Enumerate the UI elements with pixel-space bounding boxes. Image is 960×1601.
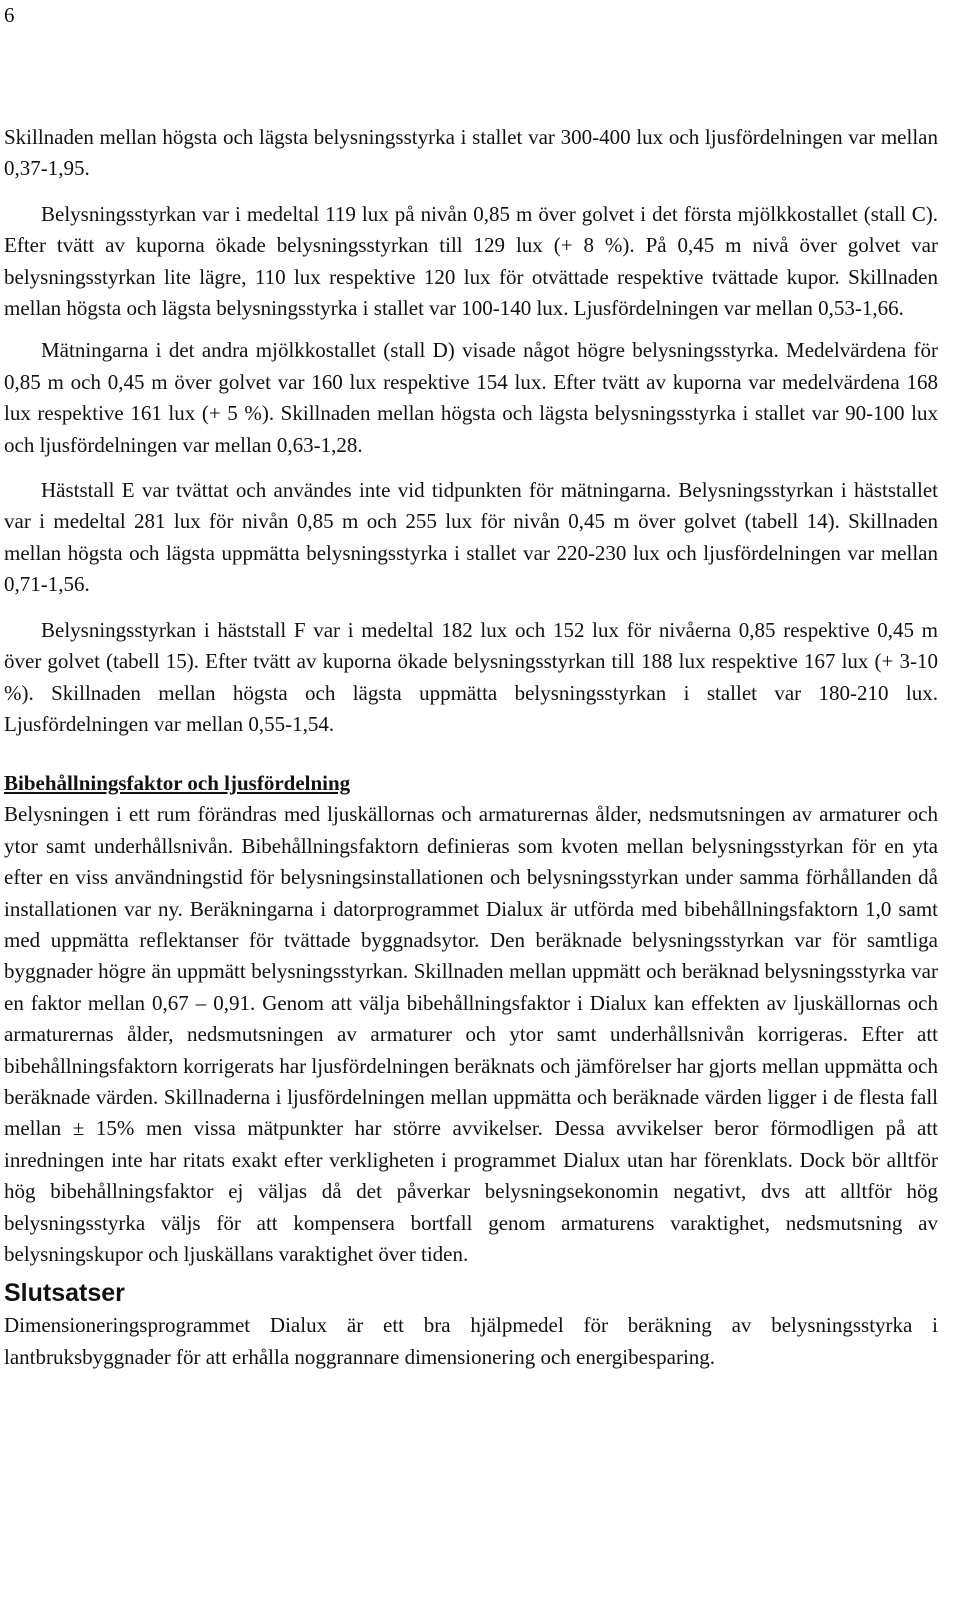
paragraph-stall-f: Belysningsstyrkan i häststall F var i medeltal 182 lux och 152 lux för nivåerna 0,85 respektive 0,45 m över golvet (tabell 15). Efter tvätt av kuporna ökade belysningsstyrkan till 188 lux respektive 167 lux (+ 3-10 %). Skillnaden mellan högsta och lägsta uppmätta belysningsstyrkan i stallet var 180-210 lux. Ljusfördelningen var mellan 0,55-1,54. [4,617,938,736]
paragraph-stall-b-summary: Skillnaden mellan högsta och lägsta belysningsstyrka i stallet var 300-400 lux och ljusfördelningen var mellan 0,37-1,95. [4,125,938,181]
paragraph-conclusions: Dimensioneringsprogrammet Dialux är ett bra hjälpmedel för beräkning av belysningsstyrka i lantbruksbyggnader för att erhålla noggrannare dimensionering och energibesparing. [4,1313,938,1369]
paragraph-stall-e: Häststall E var tvättat och användes inte vid tidpunkten för mätningarna. Belysningsstyrkan i häststallet var i medeltal 281 lux för nivån 0,85 m och 255 lux för nivån 0,45 m över golvet (tabell 14). Skillnaden mellan högsta och lägsta uppmätta belysningsstyrka i stallet var 220-230 lux och ljusfördelningen var mellan 0,71-1,56. [4,478,938,597]
section-heading-conclusions: Slutsatser [4,1279,125,1308]
paragraph-stall-d: Mätningarna i det andra mjölkkostallet (stall D) visade något högre belysningsstyrka. Medelvärdena för 0,85 m och 0,45 m över golvet var 160 lux respektive 154 lux. Efter tvätt av kuporna var medelvärdena 168 lux respektive 161 lux (+ 5 %). Skillnaden mellan högsta och lägsta belysningsstyrka i stallet var 90-100 lux och ljusfördelningen var mellan 0,63-1,28. [4,338,938,457]
paragraph-stall-c: Belysningsstyrkan var i medeltal 119 lux på nivån 0,85 m över golvet i det första mjölkkostallet (stall C). Efter tvätt av kuporna ökade belysningsstyrkan till 129 lux (+ 8 %). På 0,45 m nivå över golvet var belysningsstyrkan lite lägre, 110 lux respektive 120 lux för otvättade respektive tvättade kupor. Skillnaden mellan högsta och lägsta belysningsstyrka i stallet var 100-140 lux. Ljusfördelningen var mellan 0,53-1,66. [4,201,938,321]
page-number: 6 [4,3,15,27]
document-body [4,122,938,1373]
section-heading-maintenance-factor: Bibehållningsfaktor och ljusfördelning [4,771,351,796]
paragraph-maintenance-factor: Belysningen i ett rum förändras med ljuskällornas och armaturernas ålder, nedsmutsningen av armaturer och ytor samt underhållsnivån. Bibehållningsfaktorn definieras som kvoten mellan belysningsstyrkan för en yta efter en viss användningstid för belysningsinstallationen och belysningsstyrkan under samma förhållanden då installationen var ny. Beräkningarna i datorprogrammet Dialux är utförda med bibehållningsfaktorn 1,0 samt med uppmätta reflektanser för tvättade byggnadsytor. Den beräknade belysningsstyrkan var för samtliga byggnader högre än uppmätt belysningsstyrkan. Skillnaden mellan uppmätt och beräknad belysningsstyrka var en faktor mellan 0,67 – 0,91. Genom att välja bibehållningsfaktor i Dialux kan effekten av ljuskällornas och armaturernas ålder, nedsmutsningen av armaturer och ytor samt underhållsnivån korrigeras. Efter att bibehållningsfaktorn korrigerats har ljusfördelningen beräknats och jämförelser har gjorts mellan uppmätta och beräknade värden. Skillnaderna i ljusfördelningen mellan uppmätta och beräknade värden ligger i de flesta fall mellan ± 15% men vissa mätpunkter har större avvikelser. Dessa avvikelser beror förmodligen på att inredningen inte har ritats exakt efter verkligheten i programmet Dialux utan har förenklats. Dock bör alltför hög bibehållningsfaktor ej väljas då det påverkar belysningsekonomin negativt, dvs att alltför hög belysningsstyrka väljs för att kompensera bortfall genom armaturens varaktighet, nedsmutsning av belysningskupor och ljuskällans varaktighet över tiden. [4,802,938,1266]
